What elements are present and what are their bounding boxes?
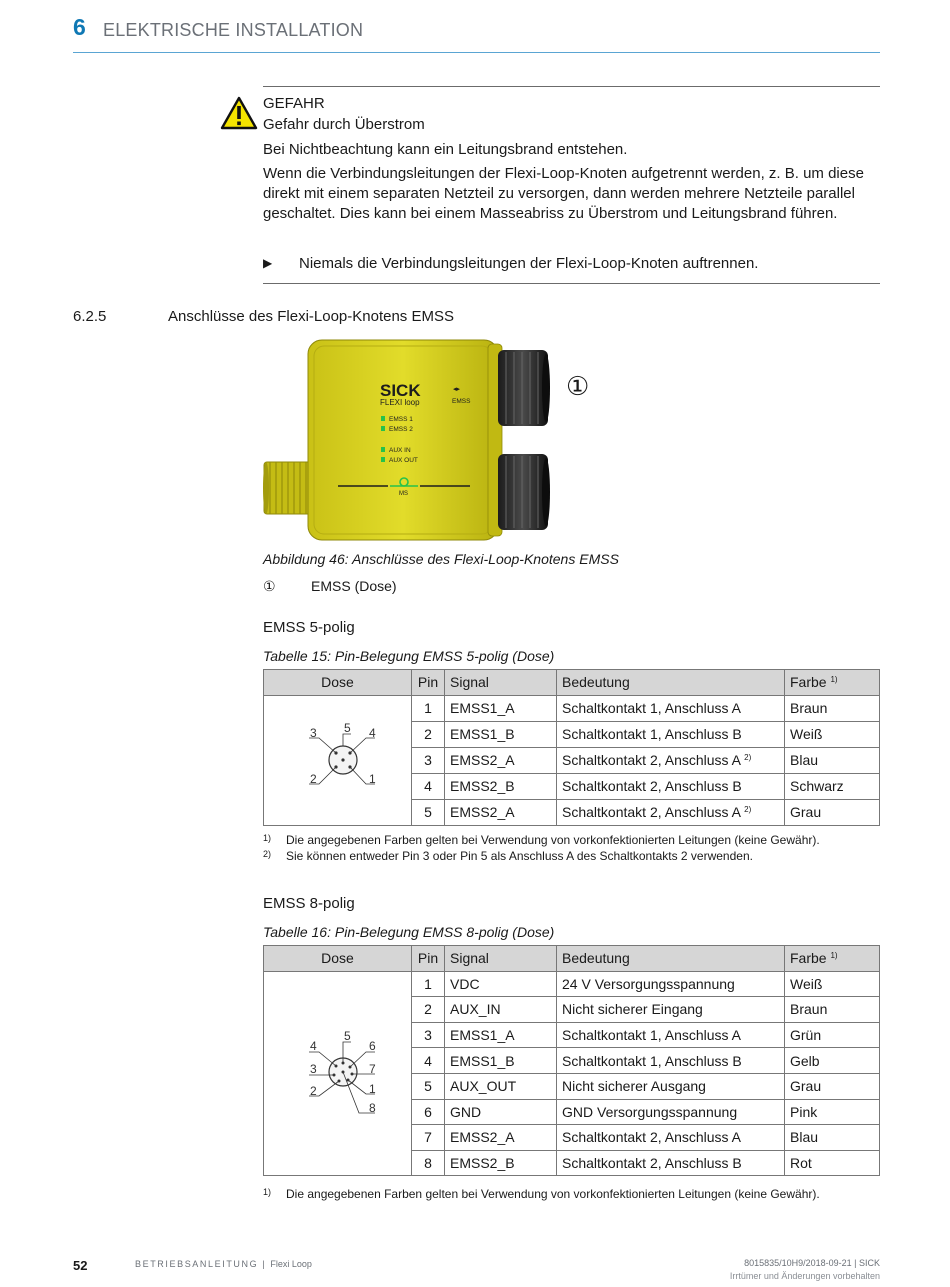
- bullet-arrow-icon: ▶: [263, 256, 273, 270]
- cell-farbe: Schwarz: [785, 773, 880, 799]
- pinout-8pin-diagram: [269, 972, 406, 1172]
- cell-farbe: Braun: [785, 695, 880, 721]
- cell-pin: 1: [412, 695, 445, 721]
- cell-bedeutung: Schaltkontakt 1, Anschluss B: [557, 1048, 785, 1074]
- footer-doc-id: 8015835/10H9/2018-09-21 | SICK: [744, 1258, 880, 1268]
- pin-label: 4: [369, 725, 376, 740]
- cell-bedeutung: GND Versorgungsspannung: [557, 1099, 785, 1125]
- device-brand: SICK: [380, 381, 421, 400]
- col-bedeutung: Bedeutung: [557, 670, 785, 696]
- table8-caption: Tabelle 16: Pin-Belegung EMSS 8-polig (Dose): [263, 924, 555, 940]
- pin-label: 8: [369, 1100, 376, 1115]
- pin-label: 1: [369, 1081, 376, 1096]
- warning-triangle-icon: [220, 96, 258, 130]
- led-label: EMSS 2: [389, 426, 413, 433]
- footnote-ref: 2): [744, 805, 752, 815]
- cell-bedeutung: Nicht sicherer Ausgang: [557, 1073, 785, 1099]
- warning-top-rule: [263, 86, 880, 87]
- table5-caption: Tabelle 15: Pin-Belegung EMSS 5-polig (Dose): [263, 648, 555, 664]
- chapter-number: 6: [73, 14, 86, 40]
- cell-pin: 3: [412, 747, 445, 773]
- pin-label: 4: [310, 1038, 317, 1053]
- led-label: AUX IN: [389, 447, 411, 454]
- ms-label: MS: [399, 491, 408, 497]
- pin-label: 1: [369, 771, 376, 786]
- col-pin: Pin: [412, 670, 445, 696]
- cell-signal: AUX_IN: [445, 997, 557, 1023]
- col-signal: Signal: [445, 670, 557, 696]
- table-header-row: [264, 946, 880, 972]
- table8-heading: EMSS 8-polig: [263, 895, 355, 912]
- section-title: Anschlüsse des Flexi-Loop-Knotens EMSS: [168, 308, 454, 325]
- cell-pin: 8: [412, 1150, 445, 1176]
- col-signal: Signal: [445, 946, 557, 972]
- cell-signal: EMSS1_A: [445, 695, 557, 721]
- cell-pin: 4: [412, 1048, 445, 1074]
- cell-signal: EMSS1_A: [445, 1022, 557, 1048]
- header-rule: [73, 52, 880, 53]
- cell-farbe: Blau: [785, 747, 880, 773]
- cell-pin: 2: [412, 997, 445, 1023]
- cell-bedeutung: Schaltkontakt 2, Anschluss B: [557, 773, 785, 799]
- col-dose: Dose: [264, 670, 412, 696]
- cell-farbe: Braun: [785, 997, 880, 1023]
- cell-bedeutung: Schaltkontakt 2, Anschluss A $^{2)}$: [557, 747, 785, 773]
- cell-bedeutung: Schaltkontakt 2, Anschluss A: [557, 1125, 785, 1151]
- cell-pin: 5: [412, 799, 445, 825]
- pin-label: 5: [344, 1028, 351, 1043]
- cell-farbe: Blau: [785, 1125, 880, 1151]
- pin-label: 7: [369, 1061, 376, 1076]
- warning-text-2: Wenn die Verbindungsleitungen der Flexi-Loop-Knoten aufgetrennt werden, z. B. um diese direkt mit einem separaten Netzteil zu versorgen, dann werden mehrere Netzteile parallel geschaltet. Dies kann bei einem Masseabriss zu Überstrom und Leitungsbrand führen.: [263, 165, 864, 222]
- footnote-text: Sie können entweder Pin 3 oder Pin 5 als Anschluss A des Schaltkontakts 2 verwenden.: [286, 849, 753, 863]
- cell-signal: EMSS2_B: [445, 773, 557, 799]
- pin-table-5: [263, 669, 880, 826]
- pin-label: 2: [310, 771, 317, 786]
- cell-signal: AUX_OUT: [445, 1073, 557, 1099]
- cell-bedeutung: Nicht sicherer Eingang: [557, 997, 785, 1023]
- footnote-ref: 2): [744, 753, 752, 763]
- footnote-text: Die angegebenen Farben gelten bei Verwendung von vorkonfektionierten Leitungen (keine Gewähr).: [286, 833, 820, 847]
- warning-bottom-rule: [263, 283, 880, 284]
- pin-label: 3: [310, 1061, 317, 1076]
- cell-pin: 5: [412, 1073, 445, 1099]
- footnote-mark: 1): [263, 833, 272, 843]
- cell-pin: 7: [412, 1125, 445, 1151]
- cell-bedeutung: Schaltkontakt 1, Anschluss A: [557, 1022, 785, 1048]
- figure-callout: ①: [566, 371, 590, 401]
- cell-farbe: Grün: [785, 1022, 880, 1048]
- cell-pin: 2: [412, 721, 445, 747]
- cell-farbe: Grau: [785, 1073, 880, 1099]
- cell-signal: EMSS1_B: [445, 1048, 557, 1074]
- pin-label: 3: [310, 725, 317, 740]
- cell-farbe: Weiß: [785, 721, 880, 747]
- footer-doc-type: BETRIEBSANLEITUNG | Flexi Loop: [135, 1259, 312, 1269]
- pin-table-8: [263, 945, 880, 1176]
- cell-signal: EMSS2_A: [445, 799, 557, 825]
- cell-pin: 3: [412, 1022, 445, 1048]
- footnote-mark: 1): [263, 1187, 272, 1197]
- cell-pin: 1: [412, 971, 445, 997]
- table-row: [264, 695, 880, 721]
- footnote-text: Die angegebenen Farben gelten bei Verwendung von vorkonfektionierten Leitungen (keine Gewähr).: [286, 1187, 820, 1201]
- warning-action: Niemals die Verbindungsleitungen der Flexi-Loop-Knoten auftrennen.: [299, 255, 759, 272]
- device-figure: [262, 336, 562, 544]
- chapter-title: ELEKTRISCHE INSTALLATION: [103, 20, 364, 40]
- warning-subtitle: Gefahr durch Überstrom: [263, 116, 425, 133]
- cell-bedeutung: Schaltkontakt 1, Anschluss B: [557, 721, 785, 747]
- page-number: 52: [73, 1258, 88, 1273]
- cell-bedeutung: Schaltkontakt 1, Anschluss A: [557, 695, 785, 721]
- led-label: AUX OUT: [389, 457, 418, 464]
- col-farbe: Farbe $^{1)}$: [785, 670, 880, 696]
- cell-signal: EMSS2_A: [445, 1125, 557, 1151]
- legend-number: ①: [263, 578, 276, 594]
- cell-farbe: Rot: [785, 1150, 880, 1176]
- cell-signal: EMSS2_A: [445, 747, 557, 773]
- pin-label: 2: [310, 1083, 317, 1098]
- section-number: 6.2.5: [73, 308, 107, 325]
- pin-label: 6: [369, 1038, 376, 1053]
- table-row: [264, 971, 880, 997]
- dose-5pin-cell: [264, 695, 412, 825]
- warning-text-1: Bei Nichtbeachtung kann ein Leitungsbrand entstehen.: [263, 141, 628, 158]
- led-label: EMSS 1: [389, 416, 413, 423]
- cell-signal: EMSS2_B: [445, 1150, 557, 1176]
- table5-heading: EMSS 5-polig: [263, 619, 355, 636]
- cell-signal: EMSS1_B: [445, 721, 557, 747]
- cell-pin: 4: [412, 773, 445, 799]
- cell-farbe: Pink: [785, 1099, 880, 1125]
- pinout-5pin-diagram: [269, 696, 406, 822]
- cell-farbe: Gelb: [785, 1048, 880, 1074]
- col-pin: Pin: [412, 946, 445, 972]
- cell-farbe: Weiß: [785, 971, 880, 997]
- warning-title: GEFAHR: [263, 95, 325, 112]
- cell-signal: GND: [445, 1099, 557, 1125]
- legend-text: EMSS (Dose): [311, 578, 397, 594]
- figure-caption: Abbildung 46: Anschlüsse des Flexi-Loop-Knotens EMSS: [263, 551, 619, 567]
- table-header-row: [264, 670, 880, 696]
- col-dose: Dose: [264, 946, 412, 972]
- pin-label: 5: [344, 720, 351, 735]
- cell-bedeutung: 24 V Versorgungsspannung: [557, 971, 785, 997]
- footnote-mark: 2): [263, 849, 272, 859]
- cell-pin: 6: [412, 1099, 445, 1125]
- cell-farbe: Grau: [785, 799, 880, 825]
- footer-disclaimer: Irrtümer und Änderungen vorbehalten: [729, 1271, 880, 1281]
- cell-signal: VDC: [445, 971, 557, 997]
- device-arrow-icon: ◂▸: [453, 385, 461, 393]
- device-product: FLEXI loop: [380, 398, 420, 407]
- device-model: EMSS: [452, 398, 471, 405]
- col-bedeutung: Bedeutung: [557, 946, 785, 972]
- cell-bedeutung: Schaltkontakt 2, Anschluss B: [557, 1150, 785, 1176]
- dose-8pin-cell: [264, 971, 412, 1176]
- cell-bedeutung: Schaltkontakt 2, Anschluss A $^{2)}$: [557, 799, 785, 825]
- col-farbe: Farbe $^{1)}$: [785, 946, 880, 972]
